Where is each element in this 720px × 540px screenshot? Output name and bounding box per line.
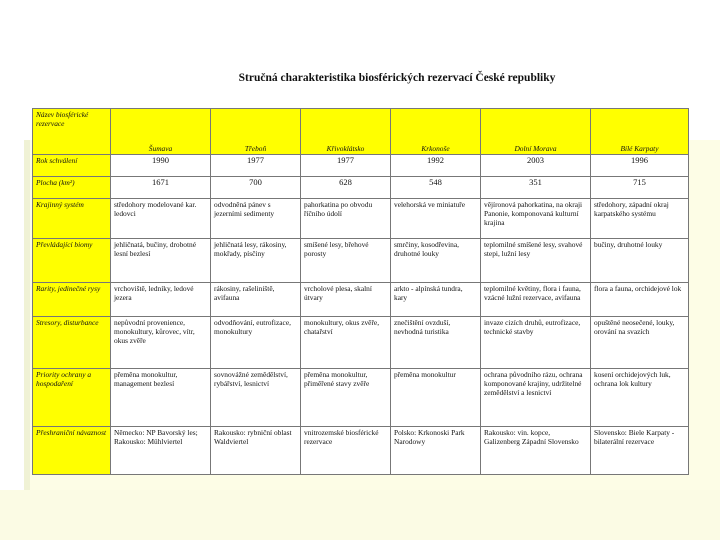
table-cell: jehličnatá, bučiny, drobotné lesní bezlesí xyxy=(111,239,211,283)
table-cell: 1996 xyxy=(591,155,689,177)
table-cell: znečištění ovzduší, nevhodná turistika xyxy=(391,317,481,369)
table-cell: vrcholové plesa, skalní útvary xyxy=(301,283,391,317)
table-cell: teplomilné květiny, flora i fauna, vzácné lužní rezervace, avifauna xyxy=(481,283,591,317)
row-label: Převládající biomy xyxy=(33,239,111,283)
table-row xyxy=(33,155,689,177)
row-label: Krajinný systém xyxy=(33,199,111,239)
table-cell: 2003 xyxy=(481,155,591,177)
table-row xyxy=(33,317,689,369)
biosphere-reserves-table xyxy=(32,108,689,475)
table-cell: vějíronová pahorkatina, na okraji Panonie, komponovaná kulturní krajina xyxy=(481,199,591,239)
table-cell: vnitrozemské biosférické rezervace xyxy=(301,427,391,475)
table-header-row xyxy=(33,109,689,155)
table-row xyxy=(33,199,689,239)
table-row xyxy=(33,177,689,199)
table-cell: monokultury, okus zvěře, chatařství xyxy=(301,317,391,369)
table-cell: bučiny, druhotné louky xyxy=(591,239,689,283)
table-cell: přeměna monokultur, přiměřené stavy zvěře xyxy=(301,369,391,427)
header-col-sumava: Šumava xyxy=(111,109,211,155)
row-label: Rarity, jedinečné rysy xyxy=(33,283,111,317)
table-cell: 700 xyxy=(211,177,301,199)
table-cell: 548 xyxy=(391,177,481,199)
header-col-krkonose: Krkonoše xyxy=(391,109,481,155)
table-cell: 351 xyxy=(481,177,591,199)
table-cell: 1992 xyxy=(391,155,481,177)
table-cell: přeměna monokultur xyxy=(391,369,481,427)
table-cell: 1990 xyxy=(111,155,211,177)
table-cell: 628 xyxy=(301,177,391,199)
table-cell: středohory, západní okraj karpatského systému xyxy=(591,199,689,239)
row-label: Rok schválení xyxy=(33,155,111,177)
table-cell: 715 xyxy=(591,177,689,199)
header-col-bile-karpaty: Bílé Karpaty xyxy=(591,109,689,155)
header-col-trebon: Třeboň xyxy=(211,109,301,155)
table-cell: teplomilné smíšené lesy, svahové stepi, lužní lesy xyxy=(481,239,591,283)
table-row xyxy=(33,283,689,317)
table-cell: velehorská ve miniatuře xyxy=(391,199,481,239)
row-label: Stresory, disturbance xyxy=(33,317,111,369)
table-cell: rákosiny, rašeliniště, avifauna xyxy=(211,283,301,317)
table-cell: ochrana původního rázu, ochrana komponované krajiny, udržitelné zemědělství a lesnictví xyxy=(481,369,591,427)
table-cell: pahorkatina po obvodu říčního údolí xyxy=(301,199,391,239)
table-cell: odvodněná pánev s jezerními sedimenty xyxy=(211,199,301,239)
table-cell: invaze cizích druhů, eutrofizace, technické stavby xyxy=(481,317,591,369)
header-corner-cell: Název biosférické rezervace xyxy=(33,109,111,155)
table-cell: opuštěné neosečené, louky, orování na svazích xyxy=(591,317,689,369)
table-row xyxy=(33,369,689,427)
table-cell: Německo: NP Bavorský les; Rakousko: Mühlviertel xyxy=(111,427,211,475)
table-cell: odvodňování, eutrofizace, monokultury xyxy=(211,317,301,369)
table-row xyxy=(33,427,689,475)
table-cell: přeměna monokultur, management bezlesí xyxy=(111,369,211,427)
table-cell: nepůvodní provenience, monokultury, kůrovec, vítr, okus zvěře xyxy=(111,317,211,369)
table-cell: flora a fauna, orchidejové lok xyxy=(591,283,689,317)
row-label: Přeshraniční návaznost xyxy=(33,427,111,475)
table-cell: kosení orchidejových luk, ochrana lok kultury xyxy=(591,369,689,427)
table-cell: vrchoviště, ledníky, ledové jezera xyxy=(111,283,211,317)
table-cell: Rakousko: rybniční oblast Waldviertel xyxy=(211,427,301,475)
header-col-dolni-morava: Dolní Morava xyxy=(481,109,591,155)
table-cell: 1977 xyxy=(301,155,391,177)
table-cell: 1977 xyxy=(211,155,301,177)
table-row xyxy=(33,239,689,283)
table-cell: Slovensko: Biele Karpaty - bilaterální rezervace xyxy=(591,427,689,475)
table-cell: sovnovážné zemědělství, rybářství, lesnictví xyxy=(211,369,301,427)
table-cell: smrčiny, kosodřevina, druhotné louky xyxy=(391,239,481,283)
table-cell: Polsko: Krkonoski Park Narodowy xyxy=(391,427,481,475)
row-label: Priority ochrany a hospodaření xyxy=(33,369,111,427)
header-col-krivoklatsko: Křivoklátsko xyxy=(301,109,391,155)
table-cell: jehličnatá lesy, rákosiny, mokřady, písčiny xyxy=(211,239,301,283)
table-cell: středohory modelované kar. ledovci xyxy=(111,199,211,239)
page-title: Stručná charakteristika biosférických rezervací České republiky xyxy=(238,72,556,84)
table-cell: smíšené lesy, břehové porosty xyxy=(301,239,391,283)
table-cell: Rakousko: vin. kopce, Galizenberg Západní Slovensko xyxy=(481,427,591,475)
table-cell: 1671 xyxy=(111,177,211,199)
table-cell: arkto - alpínská tundra, kary xyxy=(391,283,481,317)
row-label: Plocha (km²) xyxy=(33,177,111,199)
